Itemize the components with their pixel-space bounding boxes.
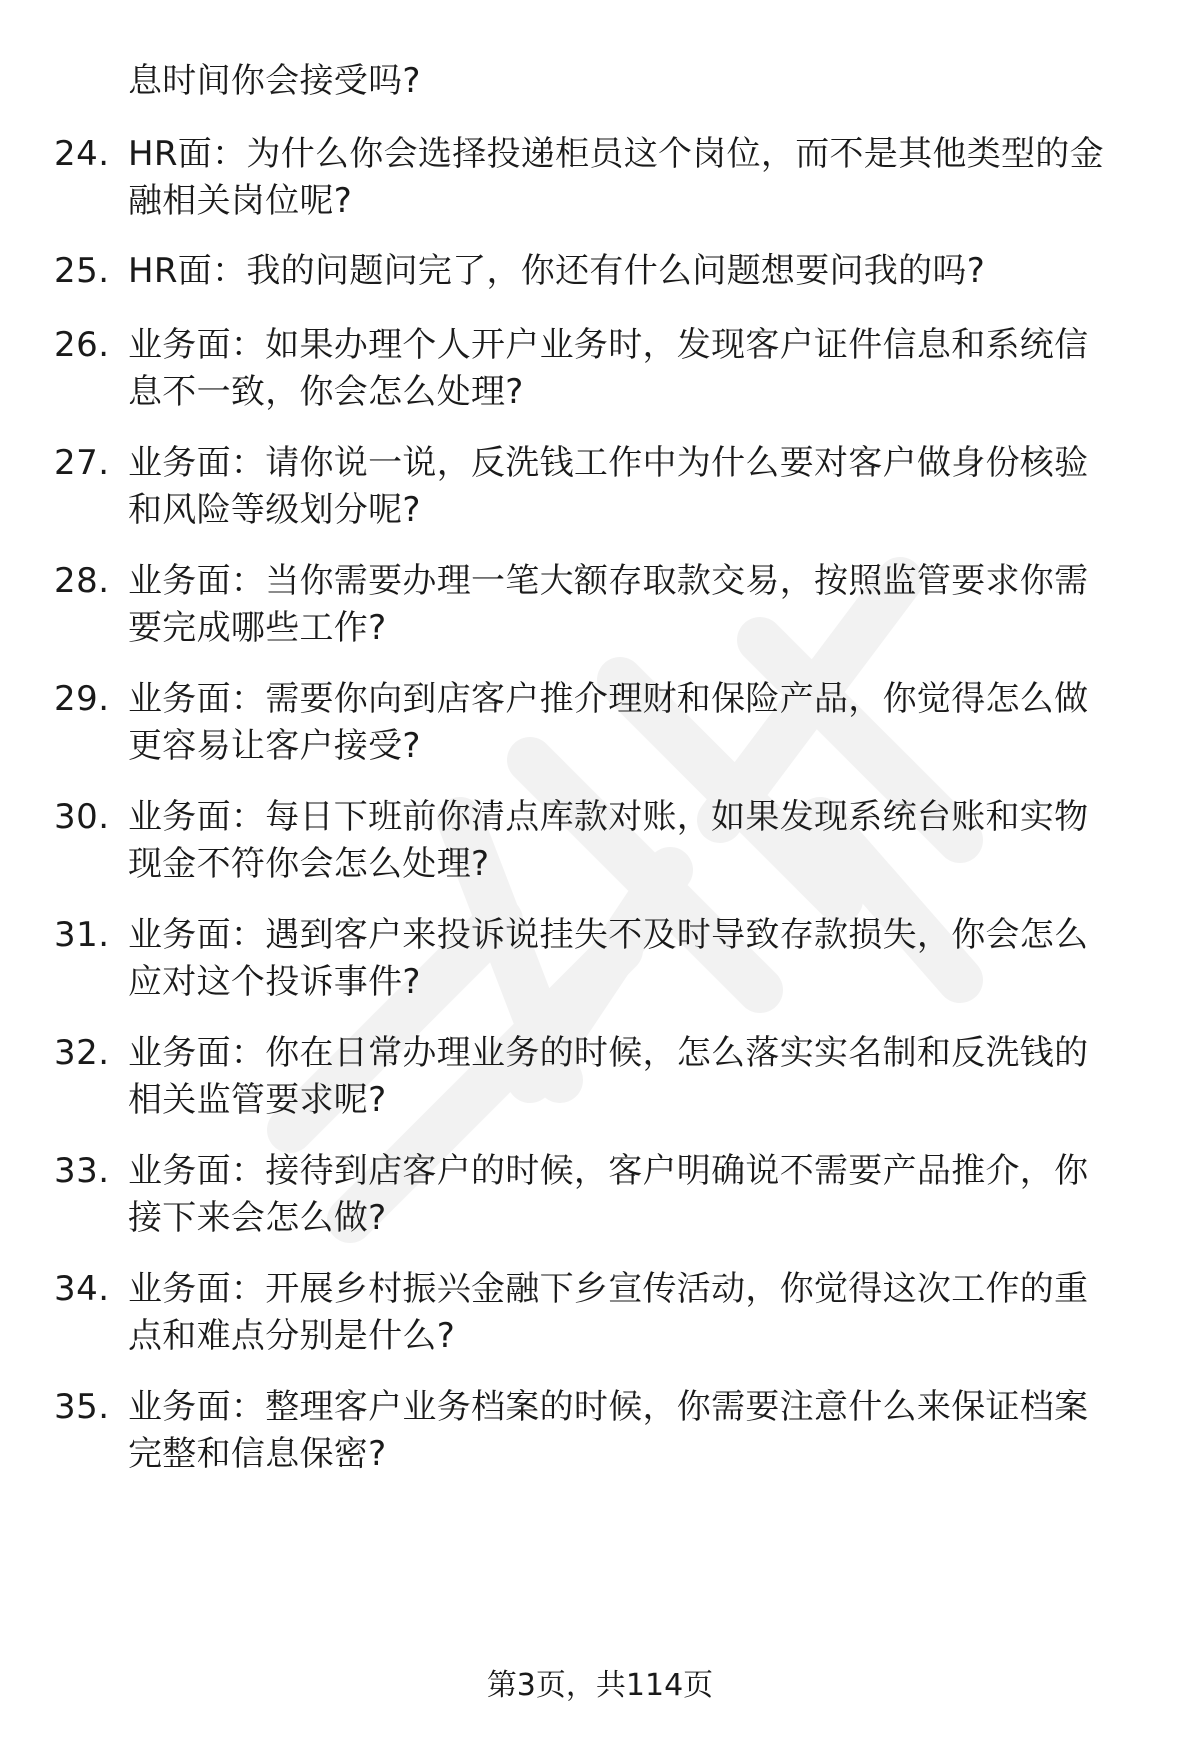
question-text-line2: 应对这个投诉事件? <box>128 962 421 1002</box>
question-number: 28. <box>54 561 110 601</box>
question-text-line1: 业务面：你在日常办理业务的时候，怎么落实实名制和反洗钱的 <box>128 1033 1089 1073</box>
question-text-line1: 业务面：接待到店客户的时候，客户明确说不需要产品推介，你 <box>128 1151 1089 1191</box>
question-text-line1: 业务面：当你需要办理一笔大额存取款交易，按照监管要求你需 <box>128 561 1089 601</box>
question-text-line2: 更容易让客户接受? <box>128 726 421 766</box>
question-text-line1: 业务面：请你说一说，反洗钱工作中为什么要对客户做身份核验 <box>128 443 1089 483</box>
question-number: 33. <box>54 1151 110 1191</box>
question-text-line1: 业务面：每日下班前你清点库款对账，如果发现系统台账和实物 <box>128 797 1089 837</box>
question-number: 31. <box>54 915 110 955</box>
question-text-line1: HR面：我的问题问完了，你还有什么问题想要问我的吗? <box>128 251 986 291</box>
question-text-line2: 点和难点分别是什么? <box>128 1316 456 1356</box>
question-number: 24. <box>54 134 110 174</box>
question-text-line2: 和风险等级划分呢? <box>128 490 421 530</box>
question-text-line1: 业务面：需要你向到店客户推介理财和保险产品，你觉得怎么做 <box>128 679 1089 719</box>
question-text-line2: 息不一致，你会怎么处理? <box>128 372 524 412</box>
question-text-line1: 业务面：遇到客户来投诉说挂失不及时导致存款损失，你会怎么 <box>128 915 1089 955</box>
question-text-line2: 融相关岗位呢? <box>128 181 353 221</box>
question-number: 25. <box>54 251 110 291</box>
question-number: 30. <box>54 797 110 837</box>
question-text-line1: HR面：为什么你会选择投递柜员这个岗位，而不是其他类型的金 <box>128 134 1104 174</box>
continuation-text: 息时间你会接受吗? <box>128 61 421 101</box>
question-number: 34. <box>54 1269 110 1309</box>
question-number: 35. <box>54 1387 110 1427</box>
question-text-line2: 要完成哪些工作? <box>128 608 387 648</box>
question-text-line1: 业务面：开展乡村振兴金融下乡宣传活动，你觉得这次工作的重 <box>128 1269 1089 1309</box>
question-text-line2: 完整和信息保密? <box>128 1434 387 1474</box>
question-number: 27. <box>54 443 110 483</box>
question-number: 29. <box>54 679 110 719</box>
question-text-line1: 业务面：如果办理个人开户业务时，发现客户证件信息和系统信 <box>128 325 1089 365</box>
question-text-line2: 相关监管要求呢? <box>128 1080 387 1120</box>
page-footer: 第3页，共114页 <box>486 1668 714 1703</box>
question-number: 32. <box>54 1033 110 1073</box>
question-text-line2: 接下来会怎么做? <box>128 1198 387 1238</box>
question-number: 26. <box>54 325 110 365</box>
question-text-line1: 业务面：整理客户业务档案的时候，你需要注意什么来保证档案 <box>128 1387 1089 1427</box>
question-text-line2: 现金不符你会怎么处理? <box>128 844 490 884</box>
